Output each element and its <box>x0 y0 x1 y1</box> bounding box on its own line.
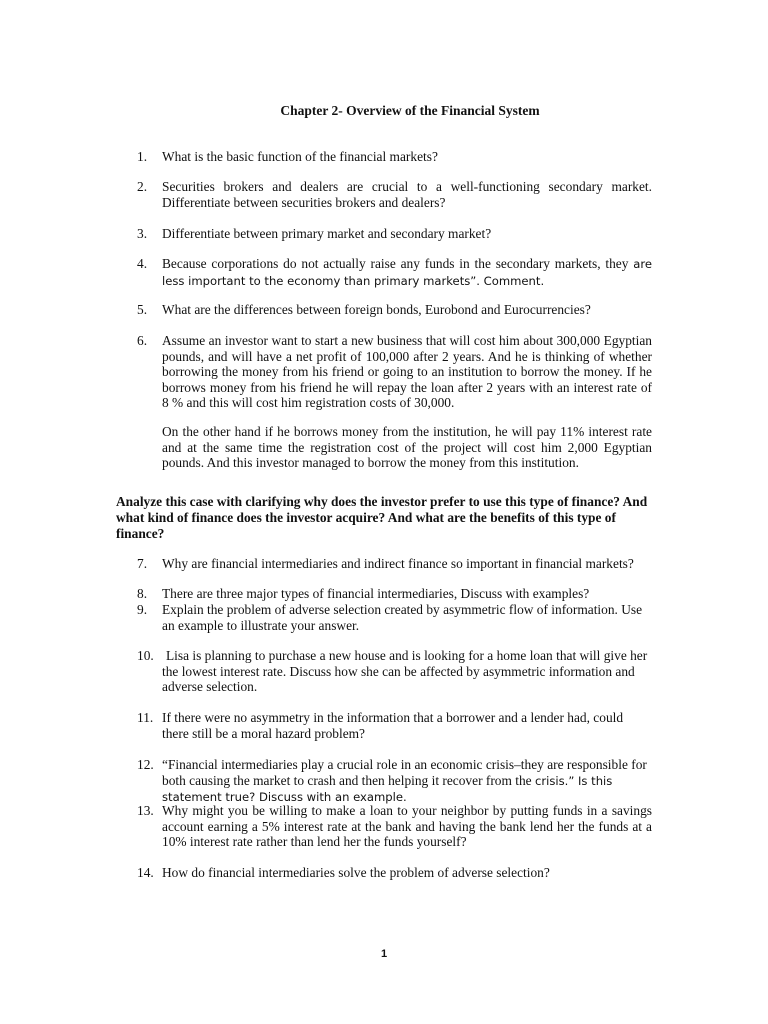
page-title: Chapter 2- Overview of the Financial System <box>280 103 540 118</box>
question-text: How do financial intermediaries solve the problem of adverse selection? <box>162 865 550 880</box>
question-text: Securities brokers and dealers are crucial to a well-functioning secondary market. Differentiate between securities brokers and dealers? <box>162 179 652 210</box>
question-6 <box>137 333 652 411</box>
analyze-instructions: Analyze this case with clarifying why does the investor prefer to use this type of finance? And what kind of finance does the investor acquire? And what are the benefits of this type of finance? <box>116 494 648 541</box>
question-text: What is the basic function of the financial markets? <box>162 149 438 164</box>
question-text-line: Because corporations do not actually raise any funds in the secondary markets, they <box>162 256 629 271</box>
question-number: 8. <box>137 586 148 601</box>
question-7 <box>137 556 652 572</box>
question-9 <box>137 602 652 633</box>
question-number: 10. <box>137 648 154 663</box>
question-text: Why are financial intermediaries and indirect finance so important in financial markets? <box>162 556 634 571</box>
question-number: 9. <box>137 602 148 617</box>
question-text: Assume an investor want to start a new business that will cost him about 300,000 Egyptian pounds, and will have a net profit of 100,000 after 2 years. And he is thinking of whether borrowing the money from his friend or going to an institution to borrow the money. If he borrows money from his friend he will repay the loan after 2 years with an interest rate of 8 % and this will cost him registration costs of 30,000. <box>162 333 652 411</box>
question-text: Differentiate between primary market and secondary market? <box>162 226 492 241</box>
question-3 <box>137 226 652 242</box>
question-text: Explain the problem of adverse selection created by asymmetric flow of information. Use an example to illustrate your answer. <box>162 602 643 633</box>
question-text <box>162 757 652 806</box>
question-1 <box>137 149 652 165</box>
question-number: 11. <box>137 710 154 725</box>
question-number: 12. <box>137 757 154 772</box>
question-text-line: “Financial intermediaries play a crucial role in an economic crisis–they are responsible for both causing the market to crash and then helping it recover from the <box>162 757 647 788</box>
question-text: There are three major types of financial intermediaries, Discuss with examples? <box>162 586 590 601</box>
question-text: Why might you be willing to make a loan to your neighbor by putting funds in a savings account earning a 5% interest rate at the bank and having the bank lend her the funds at a 10% interest rate rather than lend her the funds yourself? <box>162 803 652 850</box>
question-text-line: are less important to the economy than primary markets”. Comment. <box>162 257 652 288</box>
question-number: 14. <box>137 865 154 880</box>
question-5 <box>137 302 652 318</box>
question-text: What are the differences between foreign bonds, Eurobond and Eurocurrencies? <box>162 302 591 317</box>
question-12 <box>137 757 652 806</box>
question-number: 4. <box>137 256 148 271</box>
question-number: 1. <box>137 149 148 164</box>
question-text <box>162 256 652 289</box>
question-11 <box>137 710 652 741</box>
question-2 <box>137 179 652 210</box>
question-13 <box>137 803 652 850</box>
question-text: Lisa is planning to purchase a new house and is looking for a home loan that will give her the lowest interest rate. Discuss how she can be affected by asymmetric information and adverse selection. <box>162 648 648 695</box>
question-6-paragraph-2: On the other hand if he borrows money from the institution, he will pay 11% interest rate and at the same time the registration cost of the project will cost him 2,000 Egyptian pounds. And this investor managed to borrow the money from this institution. <box>162 424 652 471</box>
question-number: 13. <box>137 803 154 818</box>
question-14 <box>137 865 652 881</box>
question-10 <box>137 648 652 695</box>
question-4 <box>137 256 652 289</box>
question-text: If there were no asymmetry in the information that a borrower and a lender had, could there still be a moral hazard problem? <box>162 710 624 741</box>
question-number: 7. <box>137 556 148 571</box>
question-number: 5. <box>137 302 148 317</box>
question-number: 2. <box>137 179 148 194</box>
question-number: 6. <box>137 333 148 348</box>
page-number: 1 <box>380 948 388 960</box>
question-text-line: crisis.” Is this statement true? Discuss with an example. <box>162 773 613 805</box>
question-8 <box>137 586 652 602</box>
question-number: 3. <box>137 226 148 241</box>
